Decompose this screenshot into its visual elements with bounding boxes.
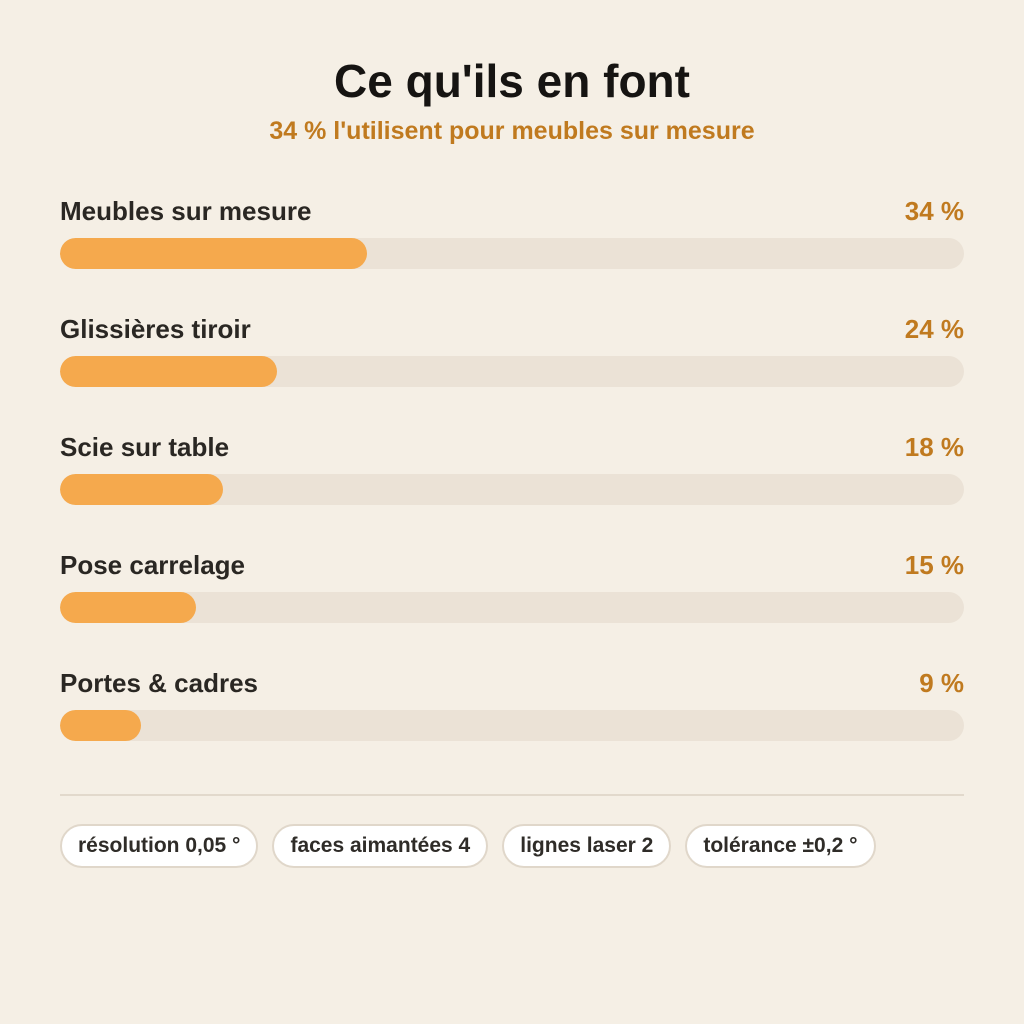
bar-value-label: 15 %: [904, 550, 964, 580]
bar-fill: [60, 592, 196, 623]
bar-header: [60, 314, 964, 348]
bar-fill: [60, 710, 141, 741]
bar-label: Glissières tiroir: [60, 314, 251, 344]
bar-track: [60, 710, 964, 741]
bar-row: [60, 668, 964, 786]
usage-bar-chart: [60, 196, 964, 786]
divider: [60, 794, 964, 796]
bar-fill: [60, 356, 277, 387]
bar-header: [60, 432, 964, 466]
bar-row: [60, 550, 964, 668]
spec-chip: lignes laser 2: [502, 824, 671, 868]
bar-fill: [60, 474, 223, 505]
page-title: Ce qu'ils en font: [334, 55, 690, 107]
bar-label: Scie sur table: [60, 432, 230, 462]
bar-track: [60, 356, 964, 387]
bar-value-label: 24 %: [904, 314, 964, 344]
bar-header: [60, 668, 964, 702]
bar-value-label: 9 %: [919, 668, 964, 698]
bar-row: [60, 432, 964, 550]
bar-track: [60, 474, 964, 505]
bar-row: [60, 196, 964, 314]
bar-label: Pose carrelage: [60, 550, 246, 580]
spec-chip: résolution 0,05 °: [60, 824, 258, 868]
bar-track: [60, 238, 964, 269]
bar-label: Meubles sur mesure: [60, 196, 312, 226]
bar-value-label: 18 %: [904, 432, 964, 462]
bar-value-label: 34 %: [904, 196, 964, 226]
page-subtitle: 34 % l'utilisent pour meubles sur mesure: [269, 117, 755, 145]
spec-chip: tolérance ±0,2 °: [685, 824, 875, 868]
bar-row: [60, 314, 964, 432]
bar-header: [60, 550, 964, 584]
bar-track: [60, 592, 964, 623]
bar-label: Portes & cadres: [60, 668, 258, 698]
spec-chips: [60, 824, 876, 868]
bar-fill: [60, 238, 367, 269]
bar-header: [60, 196, 964, 230]
spec-chip: faces aimantées 4: [272, 824, 488, 868]
